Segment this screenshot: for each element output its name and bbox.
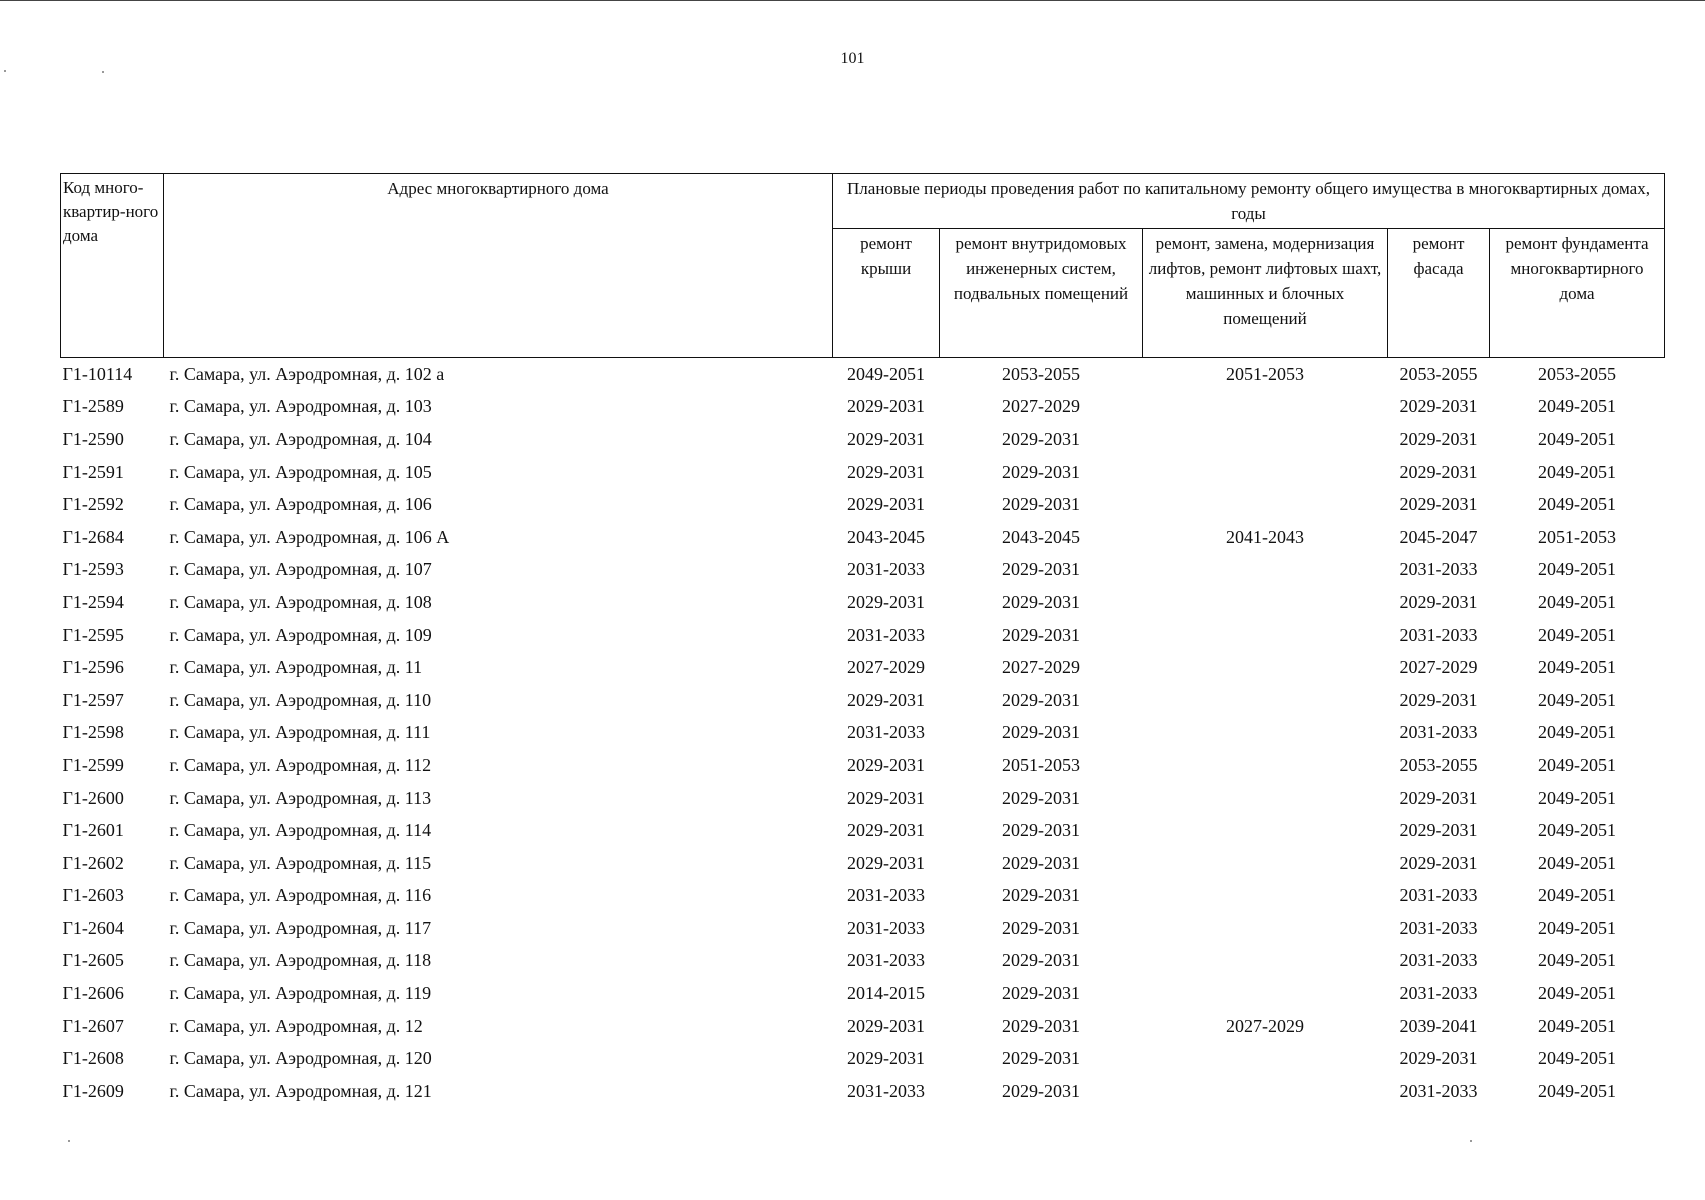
header-foundation: ремонт фундамента многоквартирного дома xyxy=(1490,229,1665,358)
cell-systems: 2029-2031 xyxy=(1002,461,1080,482)
cell-roof: 2031-2033 xyxy=(847,624,925,645)
table-row xyxy=(61,1042,1665,1075)
cell-roof: 2031-2033 xyxy=(847,917,925,938)
cell-lifts xyxy=(1143,1042,1388,1075)
cell-address: г. Самара, ул. Аэродромная, д. 104 xyxy=(169,428,432,449)
cell-foundation: 2049-2051 xyxy=(1538,852,1617,873)
cell-systems: 2027-2029 xyxy=(1002,657,1080,678)
header-lifts: ремонт, замена, модернизация лифтов, ремонт лифтовых шахт, машинных и блочных помещений xyxy=(1143,229,1388,358)
cell-code: Г1-2606 xyxy=(62,983,124,1004)
cell-address: г. Самара, ул. Аэродромная, д. 12 xyxy=(169,1015,423,1036)
cell-lifts xyxy=(1143,782,1388,815)
cell-roof: 2029-2031 xyxy=(847,591,925,612)
header-periods: Плановые периоды проведения работ по капитальному ремонту общего имущества в многоквартирных домах, годы xyxy=(833,174,1665,229)
cell-address: г. Самара, ул. Аэродромная, д. 117 xyxy=(169,917,432,938)
top-edge-rule xyxy=(0,0,1705,1)
cell-code: Г1-2684 xyxy=(62,526,124,547)
cell-code: Г1-2605 xyxy=(62,950,124,971)
cell-address: г. Самара, ул. Аэродромная, д. 106 А xyxy=(169,526,450,547)
cell-roof: 2027-2029 xyxy=(847,657,925,678)
cell-facade: 2029-2031 xyxy=(1399,396,1478,417)
cell-facade: 2053-2055 xyxy=(1399,754,1478,775)
cell-foundation: 2049-2051 xyxy=(1538,494,1617,515)
cell-systems: 2029-2031 xyxy=(1002,624,1080,645)
cell-roof: 2043-2045 xyxy=(847,526,925,547)
cell-address: г. Самара, ул. Аэродромная, д. 109 xyxy=(169,624,432,645)
cell-lifts xyxy=(1143,488,1388,521)
cell-foundation: 2049-2051 xyxy=(1538,461,1617,482)
cell-facade: 2031-2033 xyxy=(1399,722,1478,743)
cell-roof: 2029-2031 xyxy=(847,461,925,482)
cell-roof: 2029-2031 xyxy=(847,689,925,710)
table-row xyxy=(61,1010,1665,1043)
cell-facade: 2031-2033 xyxy=(1399,559,1478,580)
cell-roof: 2029-2031 xyxy=(847,1015,925,1036)
cell-address: г. Самара, ул. Аэродромная, д. 112 xyxy=(169,754,432,775)
table-row xyxy=(61,521,1665,554)
cell-systems: 2029-2031 xyxy=(1002,852,1080,873)
table-row xyxy=(61,651,1665,684)
cell-facade: 2029-2031 xyxy=(1399,494,1478,515)
header-address: Адрес многоквартирного дома xyxy=(164,174,833,358)
cell-roof: 2031-2033 xyxy=(847,885,925,906)
table-row xyxy=(61,945,1665,978)
cell-address: г. Самара, ул. Аэродромная, д. 121 xyxy=(169,1080,432,1101)
cell-facade: 2053-2055 xyxy=(1399,363,1478,384)
cell-facade: 2031-2033 xyxy=(1399,624,1478,645)
cell-systems: 2029-2031 xyxy=(1002,591,1080,612)
cell-lifts xyxy=(1143,945,1388,978)
cell-roof: 2014-2015 xyxy=(847,983,925,1004)
cell-facade: 2029-2031 xyxy=(1399,428,1478,449)
cell-code: Г1-2593 xyxy=(62,559,124,580)
cell-systems: 2029-2031 xyxy=(1002,689,1080,710)
cell-facade: 2029-2031 xyxy=(1399,787,1478,808)
cell-foundation: 2049-2051 xyxy=(1538,983,1617,1004)
table-row xyxy=(61,782,1665,815)
cell-code: Г1-2589 xyxy=(62,396,124,417)
cell-address: г. Самара, ул. Аэродромная, д. 103 xyxy=(169,396,432,417)
cell-foundation: 2049-2051 xyxy=(1538,722,1617,743)
cell-systems: 2029-2031 xyxy=(1002,494,1080,515)
cell-systems: 2029-2031 xyxy=(1002,917,1080,938)
cell-facade: 2031-2033 xyxy=(1399,950,1478,971)
cell-code: Г1-10114 xyxy=(62,363,133,384)
cell-code: Г1-2596 xyxy=(62,657,124,678)
cell-systems: 2029-2031 xyxy=(1002,722,1080,743)
table-row xyxy=(61,684,1665,717)
cell-foundation: 2049-2051 xyxy=(1538,1048,1617,1069)
cell-facade: 2029-2031 xyxy=(1399,1048,1478,1069)
cell-facade: 2029-2031 xyxy=(1399,820,1478,841)
cell-facade: 2039-2041 xyxy=(1399,1015,1478,1036)
cell-facade: 2045-2047 xyxy=(1399,526,1478,547)
table-row xyxy=(61,717,1665,750)
table-row xyxy=(61,554,1665,587)
cell-address: г. Самара, ул. Аэродромная, д. 115 xyxy=(169,852,432,873)
cell-foundation: 2049-2051 xyxy=(1538,917,1617,938)
cell-facade: 2031-2033 xyxy=(1399,885,1478,906)
cell-address: г. Самара, ул. Аэродромная, д. 108 xyxy=(169,591,432,612)
cell-code: Г1-2591 xyxy=(62,461,124,482)
table-row xyxy=(61,749,1665,782)
table-row xyxy=(61,423,1665,456)
cell-address: г. Самара, ул. Аэродромная, д. 116 xyxy=(169,885,432,906)
cell-roof: 2029-2031 xyxy=(847,396,925,417)
cell-foundation: 2049-2051 xyxy=(1538,559,1617,580)
cell-foundation: 2049-2051 xyxy=(1538,396,1617,417)
cell-foundation: 2049-2051 xyxy=(1538,1015,1617,1036)
cell-code: Г1-2592 xyxy=(62,494,124,515)
cell-lifts xyxy=(1143,684,1388,717)
table-body xyxy=(61,358,1665,1108)
cell-code: Г1-2607 xyxy=(62,1015,124,1036)
table-row xyxy=(61,488,1665,521)
cell-systems: 2029-2031 xyxy=(1002,1015,1080,1036)
cell-foundation: 2049-2051 xyxy=(1538,885,1617,906)
repair-schedule-table xyxy=(60,173,1665,1108)
cell-address: г. Самара, ул. Аэродромная, д. 11 xyxy=(169,657,423,678)
cell-foundation: 2049-2051 xyxy=(1538,820,1617,841)
table-row xyxy=(61,1075,1665,1108)
cell-code: Г1-2598 xyxy=(62,722,124,743)
cell-lifts xyxy=(1143,814,1388,847)
cell-systems: 2029-2031 xyxy=(1002,820,1080,841)
cell-systems: 2029-2031 xyxy=(1002,885,1080,906)
cell-lifts xyxy=(1143,977,1388,1010)
cell-lifts xyxy=(1143,586,1388,619)
cell-lifts xyxy=(1143,1075,1388,1108)
cell-lifts xyxy=(1143,554,1388,587)
cell-code: Г1-2608 xyxy=(62,1048,124,1069)
cell-facade: 2029-2031 xyxy=(1399,852,1478,873)
cell-code: Г1-2600 xyxy=(62,787,124,808)
table-row xyxy=(61,358,1665,391)
cell-systems: 2029-2031 xyxy=(1002,559,1080,580)
cell-roof: 2049-2051 xyxy=(847,363,925,384)
cell-code: Г1-2604 xyxy=(62,917,124,938)
cell-lifts xyxy=(1143,619,1388,652)
cell-roof: 2029-2031 xyxy=(847,820,925,841)
scan-speck xyxy=(68,1140,70,1142)
cell-lifts xyxy=(1143,651,1388,684)
cell-address: г. Самара, ул. Аэродромная, д. 107 xyxy=(169,559,432,580)
cell-address: г. Самара, ул. Аэродромная, д. 111 xyxy=(169,722,431,743)
cell-facade: 2029-2031 xyxy=(1399,591,1478,612)
header-code: Код много-квартир-ного дома xyxy=(61,174,164,358)
cell-facade: 2031-2033 xyxy=(1399,917,1478,938)
cell-lifts xyxy=(1143,423,1388,456)
cell-lifts xyxy=(1143,717,1388,750)
cell-foundation: 2051-2053 xyxy=(1538,526,1617,547)
table-row xyxy=(61,456,1665,489)
cell-systems: 2043-2045 xyxy=(1002,526,1080,547)
cell-lifts xyxy=(1143,847,1388,880)
header-facade: ремонт фасада xyxy=(1388,229,1490,358)
cell-roof: 2029-2031 xyxy=(847,494,925,515)
cell-systems: 2029-2031 xyxy=(1002,787,1080,808)
cell-lifts xyxy=(1143,749,1388,782)
cell-facade: 2029-2031 xyxy=(1399,689,1478,710)
cell-systems: 2029-2031 xyxy=(1002,1048,1080,1069)
cell-lifts xyxy=(1143,880,1388,913)
cell-roof: 2029-2031 xyxy=(847,1048,925,1069)
cell-address: г. Самара, ул. Аэродромная, д. 110 xyxy=(169,689,432,710)
table-row xyxy=(61,912,1665,945)
cell-address: г. Самара, ул. Аэродромная, д. 120 xyxy=(169,1048,432,1069)
header-roof: ремонт крыши xyxy=(833,229,940,358)
scan-speck xyxy=(102,71,104,73)
cell-facade: 2029-2031 xyxy=(1399,461,1478,482)
cell-systems: 2029-2031 xyxy=(1002,428,1080,449)
cell-code: Г1-2597 xyxy=(62,689,124,710)
cell-roof: 2031-2033 xyxy=(847,559,925,580)
table-row xyxy=(61,391,1665,424)
cell-lifts: 2027-2029 xyxy=(1226,1015,1304,1036)
cell-foundation: 2049-2051 xyxy=(1538,657,1617,678)
table-row xyxy=(61,880,1665,913)
cell-lifts: 2051-2053 xyxy=(1226,363,1304,384)
cell-address: г. Самара, ул. Аэродромная, д. 105 xyxy=(169,461,432,482)
cell-foundation: 2049-2051 xyxy=(1538,1080,1617,1101)
cell-systems: 2029-2031 xyxy=(1002,983,1080,1004)
cell-address: г. Самара, ул. Аэродромная, д. 118 xyxy=(169,950,432,971)
cell-roof: 2029-2031 xyxy=(847,852,925,873)
cell-address: г. Самара, ул. Аэродромная, д. 119 xyxy=(169,983,432,1004)
page-number: 101 xyxy=(840,50,865,67)
cell-foundation: 2049-2051 xyxy=(1538,428,1617,449)
scan-speck xyxy=(4,70,6,72)
cell-lifts xyxy=(1143,912,1388,945)
cell-foundation: 2049-2051 xyxy=(1538,754,1617,775)
cell-lifts xyxy=(1143,391,1388,424)
cell-code: Г1-2601 xyxy=(62,820,124,841)
cell-systems: 2053-2055 xyxy=(1002,363,1080,384)
cell-address: г. Самара, ул. Аэродромная, д. 106 xyxy=(169,494,432,515)
cell-address: г. Самара, ул. Аэродромная, д. 113 xyxy=(169,787,432,808)
cell-facade: 2031-2033 xyxy=(1399,1080,1478,1101)
cell-code: Г1-2602 xyxy=(62,852,124,873)
table-row xyxy=(61,977,1665,1010)
cell-systems: 2029-2031 xyxy=(1002,950,1080,971)
cell-foundation: 2049-2051 xyxy=(1538,624,1617,645)
cell-code: Г1-2609 xyxy=(62,1080,124,1101)
cell-foundation: 2049-2051 xyxy=(1538,787,1617,808)
cell-roof: 2029-2031 xyxy=(847,787,925,808)
cell-roof: 2029-2031 xyxy=(847,754,925,775)
cell-roof: 2031-2033 xyxy=(847,950,925,971)
cell-code: Г1-2603 xyxy=(62,885,124,906)
cell-foundation: 2049-2051 xyxy=(1538,591,1617,612)
scan-speck xyxy=(1470,1140,1472,1142)
cell-systems: 2051-2053 xyxy=(1002,754,1080,775)
cell-systems: 2029-2031 xyxy=(1002,1080,1080,1101)
table-row xyxy=(61,847,1665,880)
cell-roof: 2031-2033 xyxy=(847,1080,925,1101)
cell-foundation: 2049-2051 xyxy=(1538,950,1617,971)
cell-facade: 2031-2033 xyxy=(1399,983,1478,1004)
cell-lifts xyxy=(1143,456,1388,489)
cell-code: Г1-2599 xyxy=(62,754,124,775)
table-row xyxy=(61,586,1665,619)
cell-foundation: 2053-2055 xyxy=(1538,363,1617,384)
cell-address: г. Самара, ул. Аэродромная, д. 114 xyxy=(169,820,432,841)
cell-code: Г1-2595 xyxy=(62,624,124,645)
cell-roof: 2031-2033 xyxy=(847,722,925,743)
table-row xyxy=(61,814,1665,847)
cell-address: г. Самара, ул. Аэродромная, д. 102 а xyxy=(169,363,445,384)
table-header xyxy=(61,174,1665,358)
cell-roof: 2029-2031 xyxy=(847,428,925,449)
table-row xyxy=(61,619,1665,652)
cell-code: Г1-2594 xyxy=(62,591,124,612)
cell-lifts: 2041-2043 xyxy=(1226,526,1304,547)
cell-foundation: 2049-2051 xyxy=(1538,689,1617,710)
header-systems: ремонт внутридомовых инженерных систем, подвальных помещений xyxy=(940,229,1143,358)
cell-code: Г1-2590 xyxy=(62,428,124,449)
cell-facade: 2027-2029 xyxy=(1399,657,1478,678)
cell-systems: 2027-2029 xyxy=(1002,396,1080,417)
